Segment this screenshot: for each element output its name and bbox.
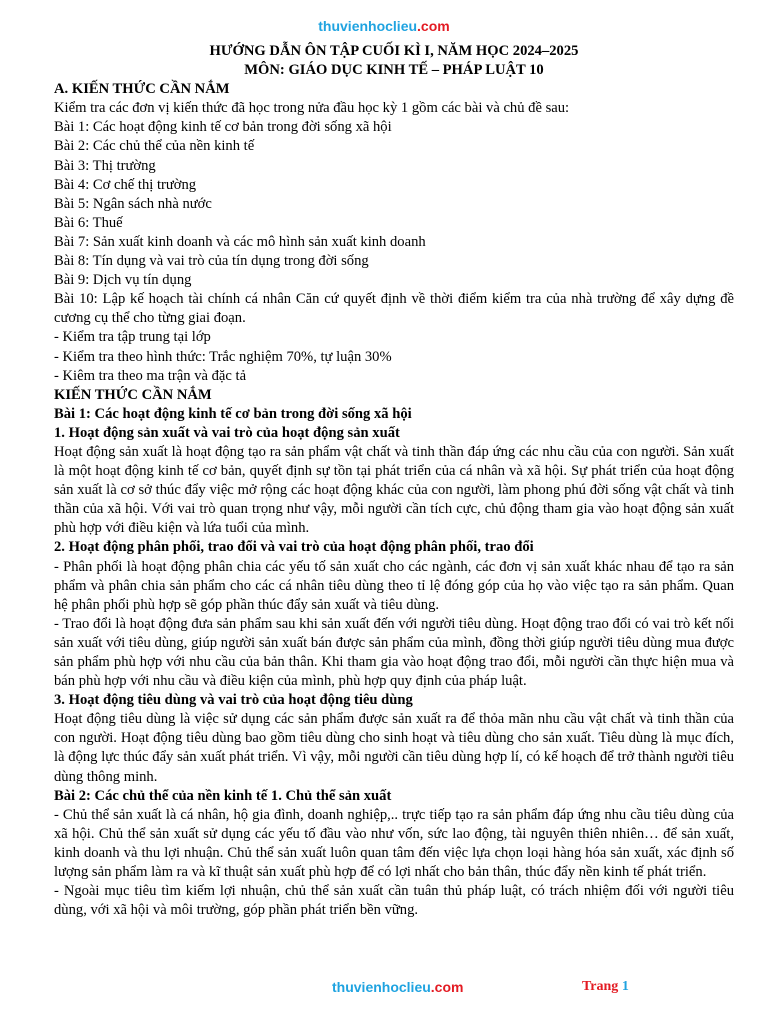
- header-brand-domain: .com: [417, 18, 450, 34]
- page-number: 1: [621, 979, 629, 994]
- lesson-list-item: Bài 1: Các hoạt động kinh tế cơ bản trong đời sống xã hội: [54, 119, 392, 136]
- section-a-intro: Kiểm tra các đơn vị kiến thức đã học trong nửa đầu học kỳ 1 gồm các bài và chủ đề sau:: [54, 100, 570, 117]
- lesson1-label: Bài 1: [54, 405, 87, 422]
- document-title-line2: MÔN: GIÁO DỤC KINH TẾ – PHÁP LUẬT 10: [244, 62, 544, 79]
- lesson1-title: [54, 405, 734, 424]
- section-a-heading: A. KIẾN THỨC CẦN NẮM: [54, 81, 230, 98]
- page-header: [0, 18, 768, 34]
- footer-brand-domain: .com: [430, 979, 464, 995]
- lesson2-paragraph-2: - Ngoài mục tiêu tìm kiếm lợi nhuận, chủ thể sản xuất cần tuân thủ pháp luật, có trách nhiệm đối với người tiêu dùng, với xã hội và môi trường, góp phần phát triển bền vững.: [54, 883, 734, 919]
- lesson1-paragraph-3: - Trao đổi là hoạt động đưa sản phẩm sau khi sản xuất đến với người tiêu dùng. Hoạt động trao đổi có vai trò kết nối sản xuất với tiêu dùng, giúp người sản xuất bán được sản phẩm của mình, đồng thời giúp người tiêu dùng mua được sản phẩm phù hợp với nhu cầu của bản thân. Khi tham gia vào hoạt động trao đổi, mỗi người cần thực hiện mua và bán phù hợp với nhu cầu và điều kiện của mình, phù hợp quy định của pháp luật.: [54, 615, 734, 690]
- lesson2-paragraph-1: - Chủ thể sản xuất là cá nhân, hộ gia đình, doanh nghiệp,.. trực tiếp tạo ra sản phẩm đáp ứng nhu cầu tiêu dùng của xã hội. Chủ thể sản xuất sử dụng các yếu tố đầu vào như vốn, sức lao động, tài nguyên thiên nhiên… để sản xuất, kinh doanh và thu lợi nhuận. Chủ thể sản xuất luôn quan tâm đến việc lựa chọn loại hàng hóa sản xuất, xác định số lượng sản phẩm làm ra và kĩ thuật sản xuất phù hợp để có lợi nhất cho bản thân, thúc đẩy nền kinh tế phát triển.: [54, 806, 734, 881]
- document-body: [54, 42, 734, 920]
- lesson1-paragraph-4: Hoạt động tiêu dùng là việc sử dụng các sản phẩm được sản xuất ra để thỏa mãn nhu cầu vật chất và tinh thần của con người. Hoạt động tiêu dùng bao gồm tiêu dùng cho sinh hoạt và tiêu dùng cho sản xuất. Tiêu dùng là mục đích, là động lực thúc đẩy sản xuất phát triển. Vì vậy, mỗi người cần tiêu dùng hợp lí, có kế hoạch để trở thành người tiêu dùng thông minh.: [54, 711, 734, 785]
- page-footer: [0, 979, 768, 999]
- lesson1-heading-1: 1. Hoạt động sản xuất và vai trò của hoạt động sản xuất: [54, 424, 400, 441]
- lesson-list-item: Bài 5: Ngân sách nhà nước: [54, 195, 212, 212]
- lesson-list-item: Bài 9: Dịch vụ tín dụng: [54, 272, 192, 289]
- lesson1-paragraph-1: Hoạt động sản xuất là hoạt động tạo ra sản phẩm vật chất và tinh thần đáp ứng các nhu cầu của con người. Sản xuất là một hoạt động kinh tế cơ bản, quyết định sự tồn tại phát triển của cá nhân và xã hội. Sự phát triển của hoạt động sản xuất là cơ sở thúc đẩy việc mở rộng các hoạt động khác của con người, làm phong phú đời sống vật chất và tinh thần của xã hội. Với vai trò quan trọng như vậy, mỗi người cần tích cực, chủ động tham gia vào hoạt động sản xuất phù hợp với điều kiện và lứa tuổi của mình.: [54, 443, 734, 537]
- lesson1-paragraph-2: - Phân phối là hoạt động phân chia các yếu tố sản xuất cho các ngành, các đơn vị sản xuất khác nhau để tạo ra sản phẩm và phân chia sản phẩm cho các cá nhân tiêu dùng theo tỉ lệ đóng góp của họ vào việc tạo ra sản phẩm. Quan hệ phân phối phù hợp sẽ góp phần thúc đẩy sản xuất và tiêu dùng.: [54, 558, 734, 613]
- lesson-list-item: Bài 6: Thuế: [54, 214, 123, 231]
- lesson-list-item: Bài 3: Thị trường: [54, 157, 156, 174]
- document-title-line1: HƯỚNG DẪN ÔN TẬP CUỐI KÌ I, NĂM HỌC 2024–2025: [209, 43, 579, 59]
- page-label: Trang: [582, 979, 622, 994]
- section-b-heading: KIẾN THỨC CẦN NẮM: [54, 386, 212, 403]
- lesson-list-item: Bài 8: Tín dụng và vai trò của tín dụng trong đời sống: [54, 253, 369, 270]
- lesson-list-item: Bài 2: Các chủ thể của nền kinh tế: [54, 138, 255, 155]
- page-number-label: [582, 979, 629, 995]
- lesson-list-item: Bài 7: Sản xuất kinh doanh và các mô hình sản xuất kinh doanh: [54, 233, 426, 250]
- lesson-list-item: Bài 4: Cơ chế thị trường: [54, 176, 197, 193]
- lesson2-title: [54, 787, 734, 806]
- lesson1-heading-3: 3. Hoạt động tiêu dùng và vai trò của hoạt động tiêu dùng: [54, 692, 413, 709]
- footer-brand-name: thuvienhoclieu: [332, 979, 431, 995]
- lesson2-label: Bài 2: [54, 787, 87, 804]
- header-brand-name: thuvienhoclieu: [318, 18, 418, 34]
- exam-bullet: - Kiểm tra tập trung tại lớp: [54, 329, 211, 346]
- lesson1-heading-2: 2. Hoạt động phân phối, trao đổi và vai trò của hoạt động phân phối, trao đổi: [54, 539, 534, 556]
- lesson-list-item: Bài 10: Lập kế hoạch tài chính cá nhân Căn cứ quyết định về thời điểm kiểm tra của nhà trường để xây dựng đề cương cụ thể cho từng giai đoạn.: [54, 291, 734, 327]
- exam-bullet: - Kiểm tra theo hình thức: Trắc nghiệm 70%, tự luận 30%: [54, 348, 392, 365]
- lesson2-title-text: : Các chủ thể của nền kinh tế 1. Chủ thể sản xuất: [86, 787, 392, 804]
- footer-brand: [332, 979, 463, 995]
- lesson1-title-text: : Các hoạt động kinh tế cơ bản trong đời sống xã hội: [86, 405, 412, 422]
- exam-bullet: - Kiêm tra theo ma trận và đặc tả: [54, 367, 247, 384]
